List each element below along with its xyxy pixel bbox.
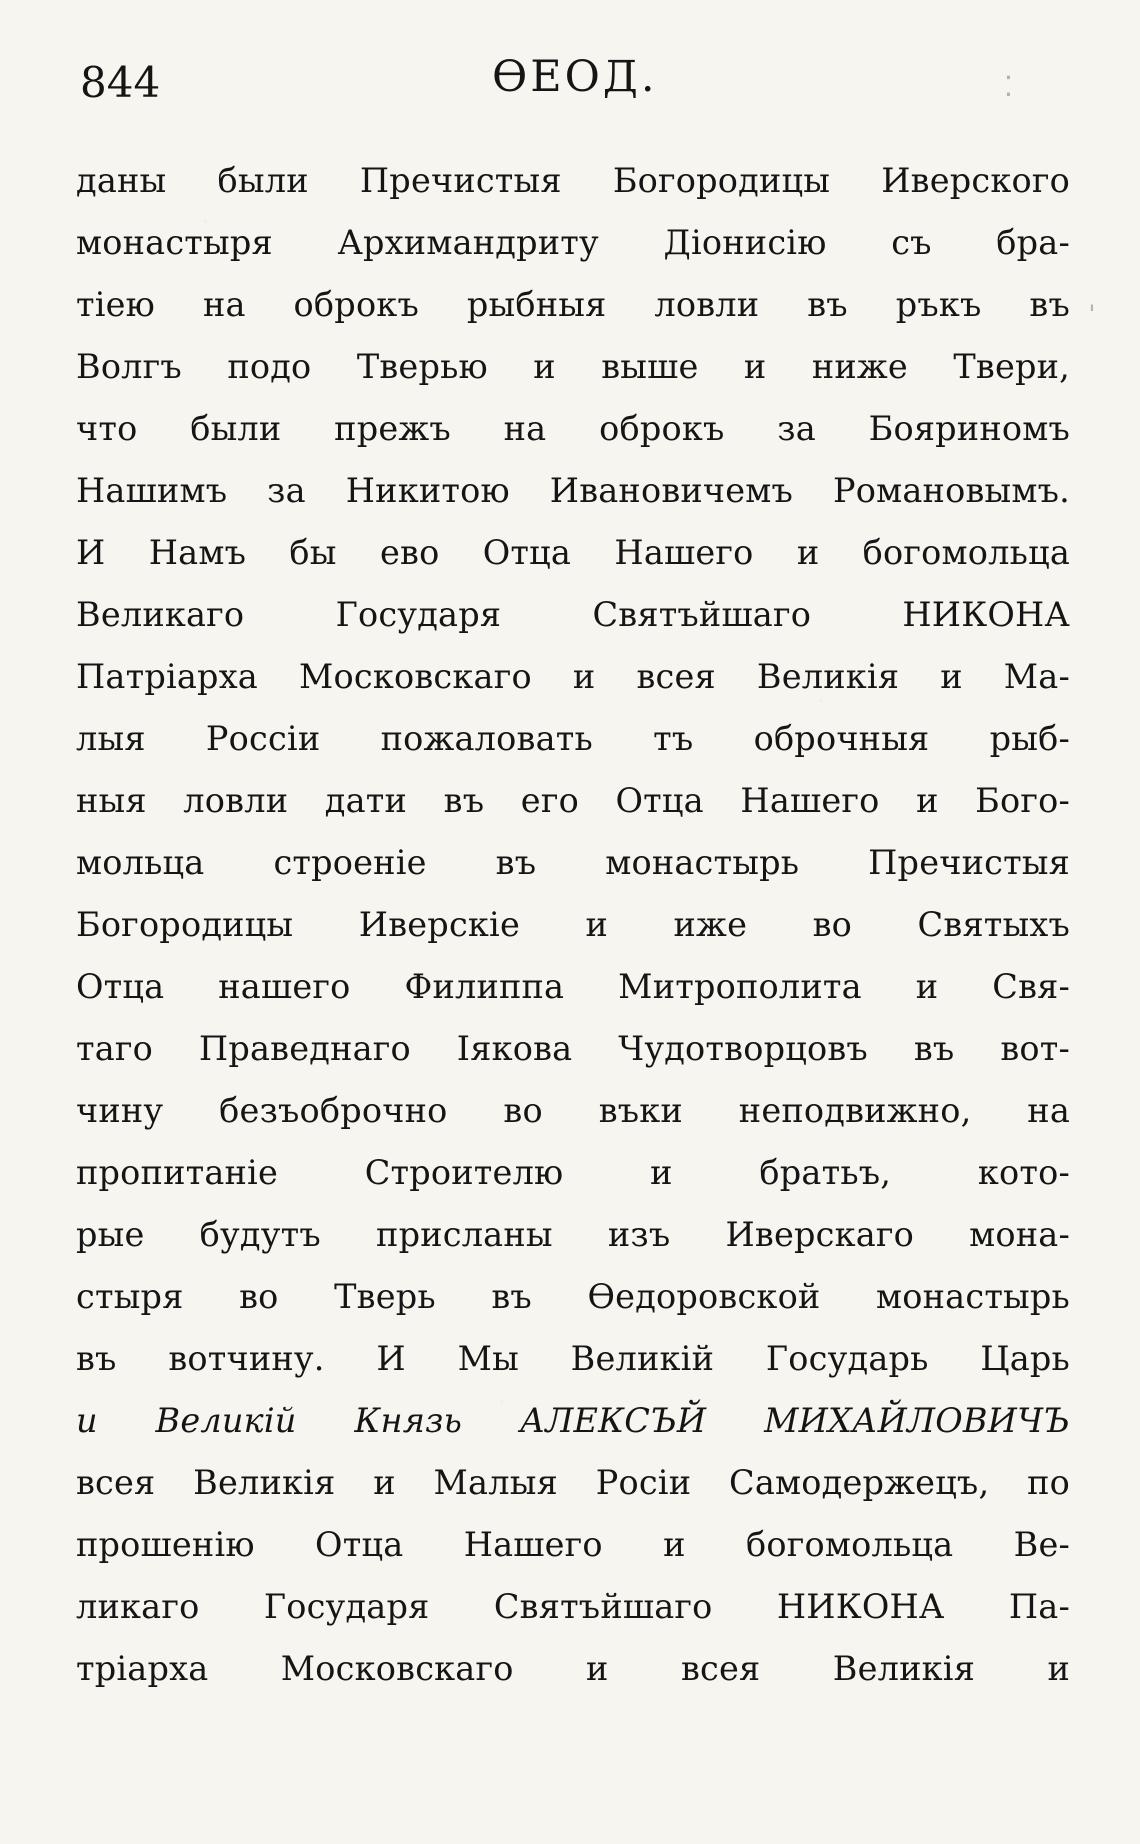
text-line-22: всея Великія и Малыя Росіи Самодержецъ, по	[76, 1463, 1070, 1502]
running-head: ѲЕОД.	[492, 52, 658, 102]
text-line-17: пропитаніе Строителю и братьъ, кото-	[76, 1153, 1070, 1192]
text-line-10: лыя Россіи пожаловать тъ оброчныя рыб-	[76, 719, 1070, 758]
text-line-14: Отца нашего Филиппа Митрополита и Свя-	[76, 967, 1070, 1006]
text-line-24: ликаго Государя Святъйшаго НИКОНА Па-	[76, 1587, 1070, 1626]
text-line-23: прошенію Отца Нашего и богомольца Ве-	[76, 1525, 1070, 1564]
text-line-21: и Великій Князь АЛЕКСЪЙ МИХАЙЛОВИЧЪ	[76, 1401, 1070, 1440]
text-line-9: Патріарха Московскаго и всея Великія и Ма-	[76, 657, 1070, 696]
paper-mark: ⁚	[1004, 70, 1013, 103]
text-line-5: что были прежъ на оброкъ за Бояриномъ	[76, 409, 1070, 448]
text-line-6: Нашимъ за Никитою Ивановичемъ Романовымъ.	[76, 471, 1070, 510]
text-line-16: чину безъоброчно во въки неподвижно, на	[76, 1091, 1070, 1130]
body-text	[76, 150, 1070, 1700]
text-line-18: рые будутъ присланы изъ Иверскаго мона-	[76, 1215, 1070, 1254]
text-line-12: мольца строеніе въ монастырь Пречистыя	[76, 843, 1070, 882]
text-line-8: Великаго Государя Святъйшаго НИКОНА	[76, 595, 1070, 634]
text-line-2: монастыря Архимандриту Діонисію съ бра-	[76, 223, 1070, 262]
text-line-20: въ вотчину. И Мы Великій Государь Царь	[76, 1339, 1070, 1378]
text-line-1: даны были Пречистыя Богородицы Иверского	[76, 161, 1070, 200]
text-line-4: Волгъ подо Тверью и выше и ниже Твери,	[76, 347, 1070, 386]
text-line-13: Богородицы Иверскіе и иже во Святыхъ	[76, 905, 1070, 944]
text-line-15: таго Праведнаго Іякова Чудотворцовъ въ вот-	[76, 1029, 1070, 1068]
text-line-19: стыря во Тверь въ Ѳедоровской монастырь	[76, 1277, 1070, 1316]
text-line-7: И Намъ бы ево Отца Нашего и богомольца	[76, 533, 1070, 572]
text-line-11: ныя ловли дати въ его Отца Нашего и Бого-	[76, 781, 1070, 820]
text-line-3: тіею на оброкъ рыбныя ловли въ ръкъ въ	[76, 285, 1070, 324]
paper-mark: ˈ	[1088, 300, 1096, 333]
text-line-25: тріарха Московскаго и всея Великія и	[76, 1649, 1070, 1688]
page-number: 844	[80, 58, 161, 107]
